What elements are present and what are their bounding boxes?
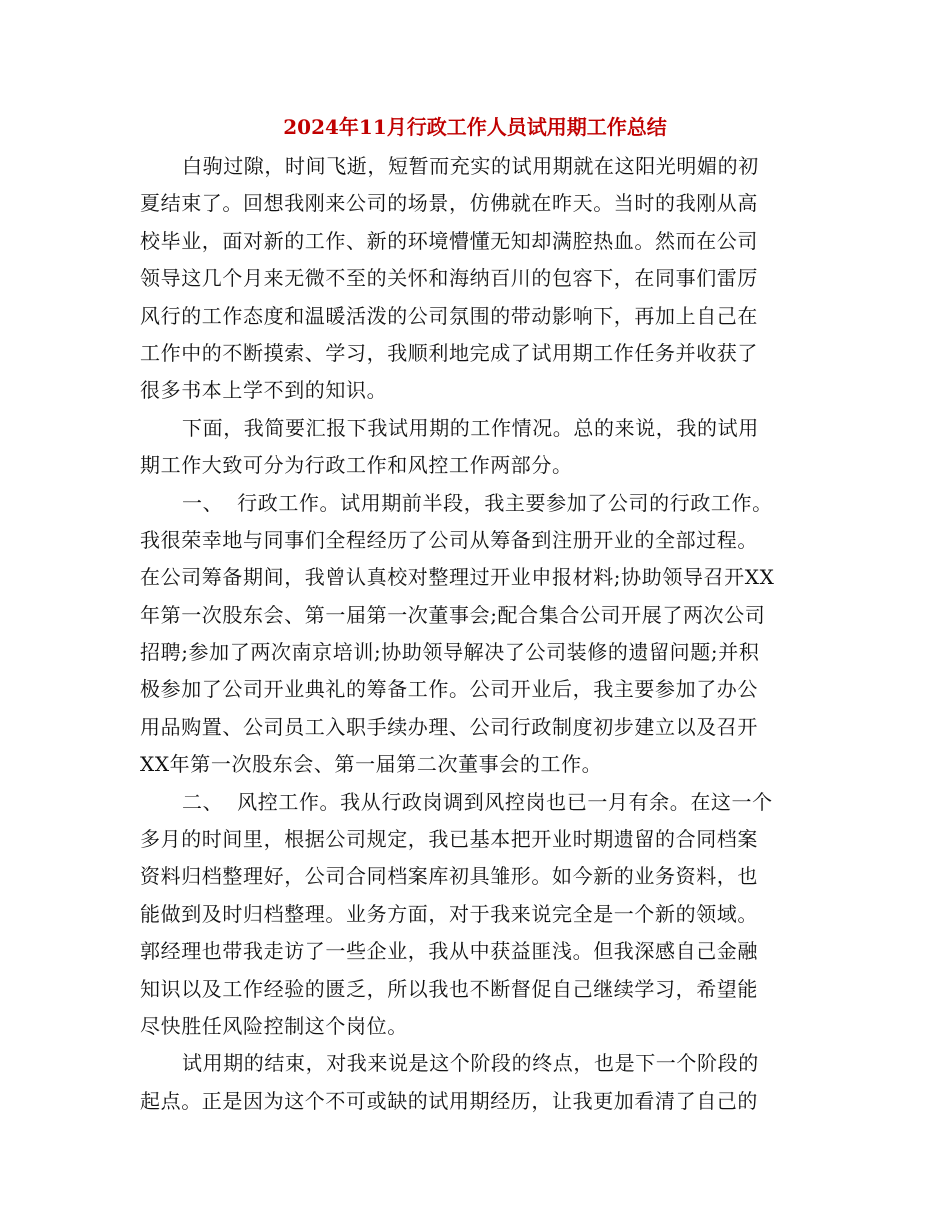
document-body	[140, 148, 810, 1120]
text-line: 能做到及时归档整理。业务方面，对于我来说完全是一个新的领域。	[140, 901, 758, 926]
text-line: 尽快胜任风险控制这个岗位。	[140, 1013, 408, 1038]
text-line: 资料归档整理好，公司合同档案库初具雏形。如今新的业务资料，也	[140, 864, 758, 889]
paragraph-intro	[140, 148, 810, 410]
text-line: 夏结束了。回想我刚来公司的场景，仿佛就在昨天。当时的我刚从高	[140, 191, 758, 216]
text-line: XX年第一次股东会、第一届第二次董事会的工作。	[140, 752, 603, 777]
paragraph-admin-work	[140, 485, 810, 784]
text-line: 领导这几个月来无微不至的关怀和海纳百川的包容下，在同事们雷厉	[140, 266, 758, 291]
document-title: 2024年11月行政工作人员试用期工作总结	[283, 115, 667, 139]
text-line: 在公司筹备期间，我曾认真校对整理过开业申报材料;协助领导召开XX	[140, 565, 775, 590]
text-line: 工作中的不断摸索、学习，我顺利地完成了试用期工作任务并收获了	[140, 340, 758, 365]
text-line: 二、 风控工作。我从行政岗调到风控岗也已一月有余。在这一个	[182, 789, 773, 814]
text-line: 起点。正是因为这个不可或缺的试用期经历，让我更加看清了自己的	[140, 1088, 758, 1113]
text-line: 期工作大致可分为行政工作和风控工作两部分。	[140, 453, 573, 478]
text-line: 郭经理也带我走访了一些企业，我从中获益匪浅。但我深感自己金融	[140, 939, 758, 964]
text-line: 校毕业，面对新的工作、新的环境懵懂无知却满腔热血。然而在公司	[140, 228, 758, 253]
text-line: 知识以及工作经验的匮乏，所以我也不断督促自己继续学习，希望能	[140, 976, 758, 1001]
paragraph-risk-control-work	[140, 784, 810, 1046]
text-line: 很多书本上学不到的知识。	[140, 378, 388, 403]
text-line: 招聘;参加了两次南京培训;协助领导解决了公司装修的遗留问题;并积	[140, 640, 760, 665]
text-line: 极参加了公司开业典礼的筹备工作。公司开业后，我主要参加了办公	[140, 677, 758, 702]
paragraph-overview	[140, 410, 810, 485]
text-line: 用品购置、公司员工入职手续办理、公司行政制度初步建立以及召开	[140, 714, 758, 739]
text-line: 试用期的结束，对我来说是这个阶段的终点，也是下一个阶段的	[182, 1051, 759, 1076]
text-line: 我很荣幸地与同事们全程经历了公司从筹备到注册开业的全部过程。	[140, 527, 758, 552]
text-line: 年第一次股东会、第一届第一次董事会;配合集合公司开展了两次公司	[140, 602, 766, 627]
text-line: 白驹过隙，时间飞逝，短暂而充实的试用期就在这阳光明媚的初	[182, 154, 759, 178]
paragraph-conclusion	[140, 1045, 810, 1120]
text-line: 风行的工作态度和温暖活泼的公司氛围的带动影响下，再加上自己在	[140, 303, 758, 328]
text-line: 一、 行政工作。试用期前半段，我主要参加了公司的行政工作。	[182, 490, 773, 515]
text-line: 多月的时间里，根据公司规定，我已基本把开业时期遗留的合同档案	[140, 827, 758, 852]
text-line: 下面，我简要汇报下我试用期的工作情况。总的来说，我的试用	[182, 415, 759, 440]
